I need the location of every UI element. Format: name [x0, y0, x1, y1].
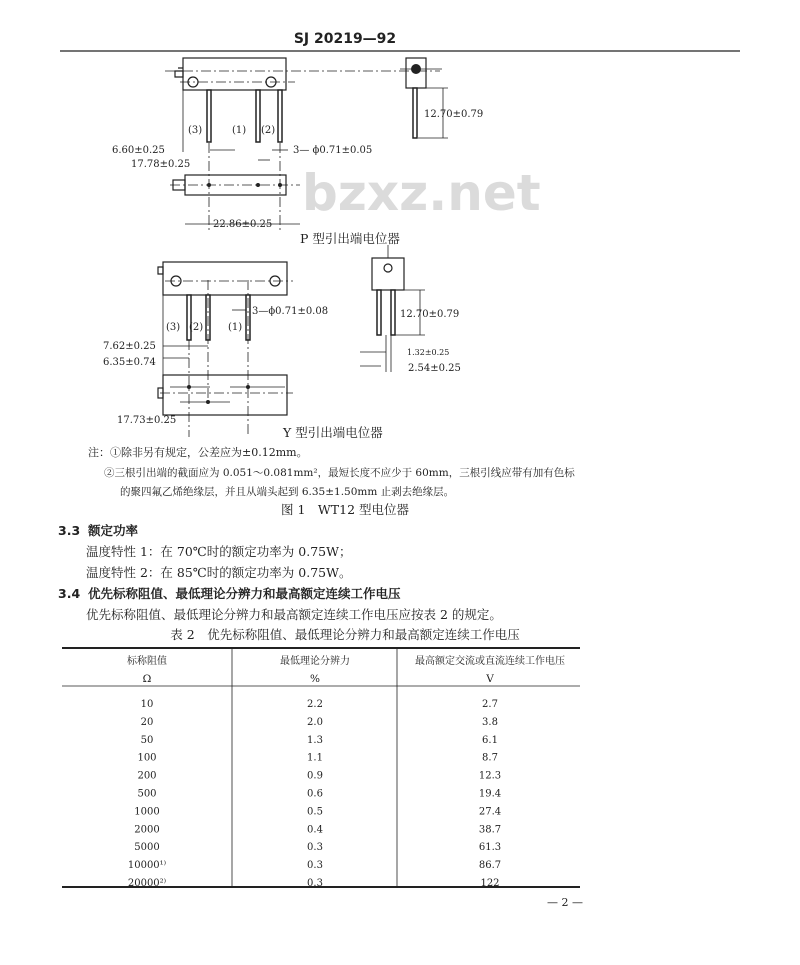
table-header-name: 标称阻值 [127, 656, 167, 667]
table-cell: 2.0 [307, 716, 323, 728]
table-cell: 0.4 [307, 824, 323, 836]
table-cell: 10 [140, 699, 154, 710]
table-cell: 86.7 [478, 860, 502, 872]
y-type-caption: Y 型引出端电位器 [283, 425, 383, 440]
p-dim-pin-diameter: 3— ϕ0.71±0.05 [293, 145, 373, 156]
table-title: 表 2 优先标称阻值、最低理论分辨力和最高额定连续工作电压 [170, 627, 520, 642]
p-pin-2-label: (2) [261, 125, 276, 136]
table-cell: 122 [480, 878, 500, 889]
y-dim-6-35: 6.35±0.74 [103, 357, 156, 368]
table-cell: 0.3 [307, 878, 323, 889]
table-header-unit: % [310, 673, 320, 685]
y-dim-17-73: 17.73±0.25 [117, 415, 177, 426]
section-3-4-title: 优先标称阻值、最低理论分辨力和最高额定连续工作电压 [88, 586, 401, 601]
table-cell: 27.4 [478, 806, 502, 818]
table-cell: 500 [137, 788, 157, 800]
y-pin-2-label: (2) [189, 322, 204, 333]
table-cell: 19.4 [478, 788, 502, 800]
p-type-caption: P 型引出端电位器 [300, 231, 400, 246]
y-pin-1-label: (1) [228, 322, 243, 333]
table-cell: 1.3 [307, 734, 323, 746]
table-cell: 0.3 [307, 842, 323, 854]
y-dim-7-62: 7.62±0.25 [103, 341, 156, 352]
table-cell: 12.3 [478, 770, 502, 782]
table-2 [127, 654, 565, 889]
y-type-drawing [158, 245, 425, 437]
note-2-line-1: ②三根引出端的截面应为 0.051～0.081mm²，最短长度不应少于 60mm，三根引线应带有加有色标 [104, 467, 575, 479]
y-dim-1-32: 1.32±0.25 [407, 348, 450, 357]
table-cell: 8.7 [482, 752, 498, 764]
section-3-3-number: 3.3 [58, 523, 81, 538]
table-cell: 2.7 [482, 699, 498, 710]
y-dim-pin-diameter: 3—ϕ0.71±0.08 [252, 306, 329, 317]
watermark-logo: bzxz.net [302, 164, 541, 222]
p-pin-1-label: (1) [232, 125, 247, 136]
table-cell: 61.3 [478, 842, 502, 854]
figure-caption: 图 1 WT12 型电位器 [281, 502, 409, 517]
table-cell: 38.7 [478, 824, 502, 836]
section-3-3-line-2: 温度特性 2：在 85℃时的额定功率为 0.75W。 [86, 565, 352, 580]
p-dim-12-70: 12.70±0.79 [424, 109, 484, 120]
table-header-name: 最高额定交流或直流连续工作电压 [415, 656, 565, 667]
y-dim-12-70: 12.70±0.79 [400, 309, 460, 320]
table-cell: 50 [140, 734, 154, 746]
y-dim-2-54: 2.54±0.25 [408, 363, 461, 374]
table-header-unit: Ω [142, 673, 152, 685]
table-cell: 0.3 [307, 860, 323, 872]
table-cell: 200 [137, 770, 157, 782]
table-cell: 0.9 [307, 770, 323, 782]
y-pin-3-label: (3) [166, 322, 181, 333]
p-pin-3-label: (3) [188, 125, 203, 136]
document-code: SJ 20219—92 [293, 31, 397, 47]
section-3-4-line-1: 优先标称阻值、最低理论分辨力和最高额定连续工作电压应按表 2 的规定。 [86, 607, 502, 622]
table-cell: 1.1 [307, 752, 323, 764]
p-dim-6-60: 6.60±0.25 [112, 145, 165, 156]
table-cell: 2000 [134, 824, 160, 836]
note-2-line-2: 的聚四氟乙烯绝缘层，并且从端头起到 6.35±1.50mm 止剥去绝缘层。 [120, 486, 455, 498]
table-cell: 10000¹⁾ [127, 860, 167, 872]
section-3-3-title: 额定功率 [88, 523, 139, 538]
table-cell: 2.2 [307, 699, 323, 710]
table-header-name: 最低理论分辨力 [280, 656, 350, 667]
table-cell: 6.1 [482, 734, 498, 746]
section-3-3-line-1: 温度特性 1：在 70℃时的额定功率为 0.75W； [86, 544, 352, 559]
table-cell: 3.8 [482, 716, 498, 728]
table-cell: 5000 [134, 842, 160, 854]
table-cell: 100 [137, 752, 157, 764]
table-cell: 0.6 [307, 788, 323, 800]
table-cell: 20000²⁾ [127, 878, 167, 889]
table-cell: 20 [140, 716, 154, 728]
section-3-4-number: 3.4 [58, 586, 81, 601]
p-dim-17-78: 17.78±0.25 [131, 159, 191, 170]
note-1: 注：①除非另有规定，公差应为±0.12mm。 [88, 446, 308, 459]
table-cell: 0.5 [307, 806, 323, 818]
table-header-unit: V [486, 673, 494, 685]
table-cell: 1000 [134, 806, 160, 818]
page-number: — 2 — [547, 896, 583, 909]
p-dim-22-86: 22.86±0.25 [213, 219, 273, 230]
